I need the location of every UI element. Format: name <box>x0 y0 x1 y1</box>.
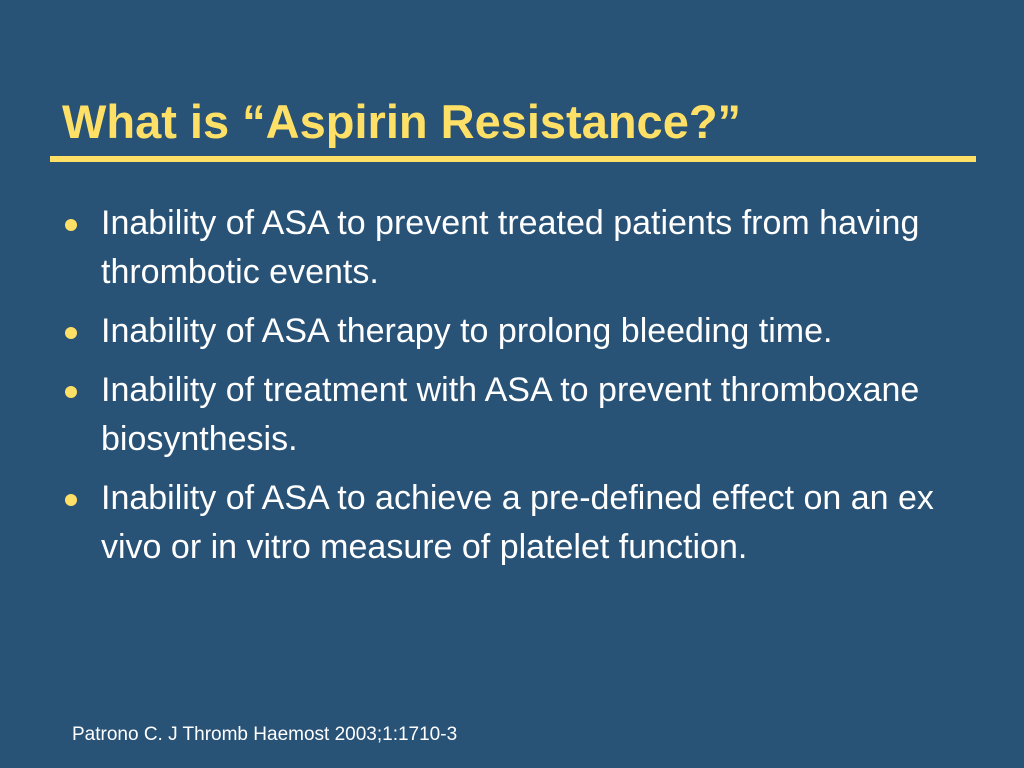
bullet-text: Inability of ASA therapy to prolong bleeding time. <box>101 312 833 350</box>
bullet-item-2 <box>62 307 982 356</box>
bullet-item-1 <box>62 199 982 297</box>
bullet-text: Inability of ASA to achieve a pre-defined effect on an ex vivo or in vitro measure of platelet function. <box>101 479 934 566</box>
bullet-icon <box>65 219 77 231</box>
bullet-text: Inability of ASA to prevent treated patients from having thrombotic events. <box>101 204 920 291</box>
title-underline <box>50 156 976 162</box>
bullet-text: Inability of treatment with ASA to prevent thromboxane biosynthesis. <box>101 371 920 458</box>
bullet-icon <box>65 386 77 398</box>
bullet-item-3 <box>62 366 982 464</box>
bullet-list <box>62 199 982 582</box>
bullet-icon <box>65 494 77 506</box>
citation: Patrono C. J Thromb Haemost 2003;1:1710-3 <box>72 724 458 745</box>
slide-title: What is “Aspirin Resistance?” <box>62 95 742 148</box>
bullet-item-4 <box>62 474 982 572</box>
bullet-icon <box>65 327 77 339</box>
